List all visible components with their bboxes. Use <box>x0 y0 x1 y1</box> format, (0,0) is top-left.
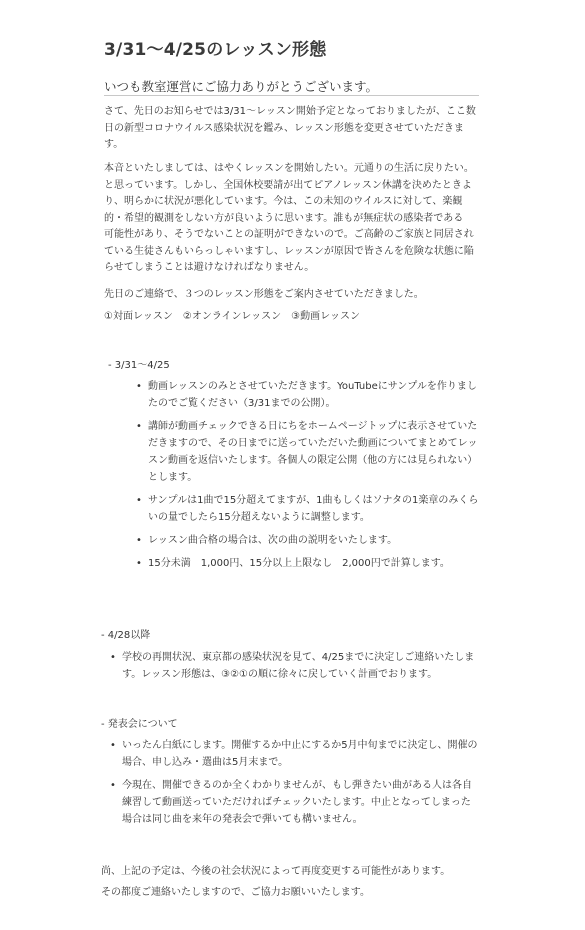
list-item <box>136 555 486 572</box>
list-item-line: す。レッスン形態は、③②①の順に徐々に戻していく計画でおります。 <box>122 669 438 680</box>
list-item-line: サンプルは1曲で15分超えてますが、1曲もしくはソナタの1楽章のみくら <box>148 495 479 506</box>
page-subtitle: いつも教室運営にご協力ありがとうございます。 <box>104 79 379 94</box>
announce-line: 先日のご連絡で、３つのレッスン形態をご案内させていただきました。 <box>104 289 424 300</box>
honne-line: 本音といたしましては、はやくレッスンを開始したい。元通りの生活に戻りたい。 <box>104 163 474 174</box>
list-item-line: だきますので、その日までに送っていただいた動画についてまとめてレッ <box>148 438 478 449</box>
list-item <box>110 737 490 771</box>
footer-line: 尚、上記の予定は、今後の社会状況によって再度変更する可能性があります。 <box>101 866 451 877</box>
list-item <box>136 418 486 486</box>
section-heading-period1: - 3/31〜4/25 <box>108 360 170 371</box>
honne-line: 可能性があり、そうでないことの証明ができないので。ご高齢のご家族と同居され <box>104 229 474 240</box>
bullet-icon: • <box>136 535 142 546</box>
list-item-line: いったん白紙にします。開催するか中止にするか5月中旬までに決定し、開催の <box>122 740 478 751</box>
section-list-period2 <box>110 649 490 689</box>
bullet-icon: • <box>110 652 116 663</box>
list-item-line: いの量でしたら15分超えないように調整します。 <box>148 512 370 523</box>
list-item-line: とします。 <box>148 472 198 483</box>
honne-line: らせてしまうことは避けなければなりません。 <box>104 262 315 273</box>
list-item-line: 15分未満 1,000円、15分以上上限なし 2,000円で計算します。 <box>148 558 450 569</box>
honne-line: り、明らかに状況が悪化しています。今は、この未知のウイルスに対して、楽観 <box>104 196 463 207</box>
section-heading-recital: - 発表会について <box>101 719 178 730</box>
subtitle-divider <box>104 95 479 96</box>
announce-paragraph <box>104 287 482 304</box>
bullet-icon: • <box>136 558 142 569</box>
section-list-recital <box>110 737 490 834</box>
list-item-line: レッスン曲合格の場合は、次の曲の説明をいたします。 <box>148 535 398 546</box>
list-item-line: 学校の再開状況、東京都の感染状況を見て、4/25までに決定しご連絡いたしま <box>122 652 475 663</box>
intro-line: さて、先日のお知らせでは3/31〜レッスン開始予定となっておりましたが、ここ数 <box>104 106 476 117</box>
list-item-line: たのでご覧ください（3/31までの公開）。 <box>148 398 336 409</box>
list-item-line: 動画レッスンのみとさせていただきます。YouTubeにサンプルを作りまし <box>148 381 477 392</box>
intro-line: 日の新型コロナウイルス感染状況を鑑み、レッスン形態を変更させていただきま <box>104 122 464 134</box>
list-item <box>136 492 486 526</box>
intro-line: す。 <box>104 139 124 150</box>
list-item <box>136 532 486 549</box>
honne-line: ている生徒さんもいらっしゃいますし、レッスンが原因で皆さんを危険な状態に陥 <box>104 245 474 257</box>
lesson-forms-line: ①対面レッスン ②オンラインレッスン ③動画レッスン <box>104 311 361 322</box>
intro-paragraph <box>104 104 482 154</box>
footer-line: その都度ご連絡いたしますので、ご協力お願いいたします。 <box>101 887 370 898</box>
section-heading-period2: - 4/28以降 <box>101 630 151 641</box>
honne-line: と思っています。しかし、全国休校要請が出てピアノレッスン休講を決めたときよ <box>104 179 472 191</box>
list-item-line: スン動画を返信いたします。各個人の限定公開（他の方には見られない） <box>148 455 478 466</box>
honne-paragraph <box>104 161 482 277</box>
list-item-line: 場合は同じ曲を来年の発表会で弾いても構いません。 <box>122 814 363 825</box>
bullet-icon: • <box>136 421 142 432</box>
page-title: 3/31〜4/25のレッスン形態 <box>104 40 327 60</box>
lesson-forms <box>104 309 482 326</box>
honne-line: 的・希望的観測をしない方が良いように思います。誰もが無症状の感染者である <box>104 212 464 224</box>
footer-note <box>101 861 479 903</box>
list-item <box>136 378 486 412</box>
bullet-icon: • <box>110 780 116 791</box>
bullet-icon: • <box>136 495 142 506</box>
list-item-line: 講師が動画チェックできる日にちをホームページトップに表示させていた <box>148 421 478 432</box>
bullet-icon: • <box>136 381 142 392</box>
list-item-line: 練習して動画送っていただければチェックいたします。中止となってしまった <box>122 797 471 808</box>
section-list-period1 <box>136 378 486 578</box>
list-item <box>110 777 490 828</box>
list-item-line: 場合、申し込み・選曲は5月末まで。 <box>122 757 289 768</box>
list-item <box>110 649 490 683</box>
bullet-icon: • <box>110 740 116 751</box>
list-item-line: 今現在、開催できるのか全くわかりませんが、もし弾きたい曲がある人は各自 <box>122 780 472 791</box>
